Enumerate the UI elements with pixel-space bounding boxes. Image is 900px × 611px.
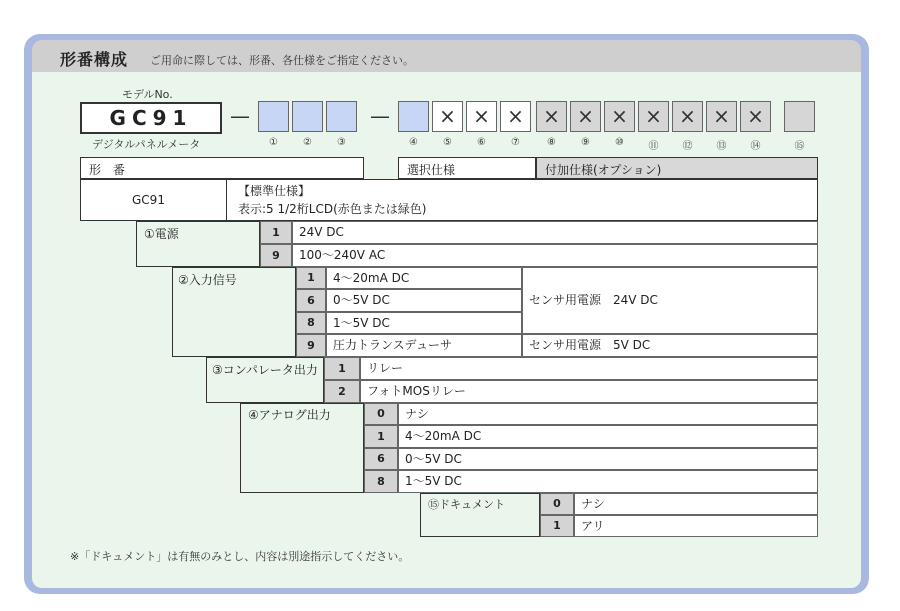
comparator-code[interactable]: 2 (324, 380, 360, 403)
power-value: 100～240V AC (292, 244, 818, 267)
column-header-option (536, 157, 818, 179)
position-number: ⑭ (750, 141, 761, 152)
option-cell-9: × (570, 101, 601, 132)
input-code[interactable]: 6 (296, 289, 326, 312)
document-label: ⑮ドキュメント (428, 498, 505, 511)
input-label: ②入力信号 (178, 273, 237, 287)
sensor-power-24: センサ用電源 24V DC (522, 267, 818, 334)
select-cell-2[interactable] (292, 101, 323, 132)
comparator-value: フォトMOSリレー (360, 380, 818, 403)
position-number: ② (303, 137, 312, 148)
input-code[interactable]: 8 (296, 312, 326, 334)
power-code[interactable]: 9 (260, 244, 292, 267)
model-label: モデルNo. (122, 88, 173, 101)
input-value: 圧力トランスデューサ (326, 334, 522, 357)
analog-label: ④アナログ出力 (248, 408, 331, 422)
page-subtitle: ご用命に際しては、形番、各仕様をご指定ください。 (150, 54, 414, 67)
analog-code[interactable]: 8 (364, 470, 398, 493)
power-code[interactable]: 1 (260, 221, 292, 244)
document-value: ナシ (574, 493, 818, 515)
select-cell-3[interactable] (326, 101, 357, 132)
option-cell-10: × (604, 101, 635, 132)
column-header-model (80, 157, 364, 179)
position-number: ⑬ (716, 141, 727, 152)
input-value: 1～5V DC (326, 312, 522, 334)
position-number: ① (269, 137, 278, 148)
comparator-code[interactable]: 1 (324, 357, 360, 380)
position-number: ⑨ (581, 137, 590, 148)
column-header-select (398, 157, 536, 179)
standard-divider (226, 179, 227, 221)
analog-value: ナシ (398, 403, 818, 425)
option-cell-14: × (740, 101, 771, 132)
input-code[interactable]: 1 (296, 267, 326, 289)
option-cell-12: × (672, 101, 703, 132)
fixed-cell-5: × (432, 101, 463, 132)
select-cell-4[interactable] (398, 101, 429, 132)
position-number: ⑥ (477, 137, 486, 148)
position-number: ⑤ (443, 137, 452, 148)
analog-code[interactable]: 0 (364, 403, 398, 425)
position-number: ⑩ (615, 137, 624, 148)
standard-title: 【標準仕様】 (238, 184, 311, 198)
document-code[interactable]: 0 (540, 493, 574, 515)
fixed-cell-6: × (466, 101, 497, 132)
analog-value: 0～5V DC (398, 448, 818, 470)
model-caption: デジタルパネルメータ (92, 138, 201, 151)
document-value: アリ (574, 515, 818, 537)
standard-desc: 表示:5 1/2桁LCD(赤色または緑色) (238, 202, 427, 216)
page-title: 形番構成 (60, 50, 129, 69)
document-code[interactable]: 1 (540, 515, 574, 537)
analog-code[interactable]: 1 (364, 425, 398, 448)
position-number: ③ (337, 137, 346, 148)
option-cell-8: × (536, 101, 567, 132)
standard-code: GC91 (132, 193, 165, 207)
power-value: 24V DC (292, 221, 818, 244)
select-cell-1[interactable] (258, 101, 289, 132)
position-number: ⑦ (511, 137, 520, 148)
option-cell-15[interactable] (784, 101, 815, 132)
position-number: ⑫ (682, 141, 693, 152)
comparator-value: リレー (360, 357, 818, 380)
comparator-label: ③コンパレータ出力 (212, 363, 318, 377)
column-header-model-label: 形 番 (89, 163, 126, 177)
analog-code[interactable]: 6 (364, 448, 398, 470)
model-code-box: GC91 (80, 102, 222, 134)
input-value: 0～5V DC (326, 289, 522, 312)
power-label: ①電源 (144, 227, 179, 241)
column-header-option-label: 付加仕様(オプション) (545, 163, 662, 177)
dash-1: — (230, 104, 250, 128)
standard-row (80, 179, 818, 221)
fixed-cell-7: × (500, 101, 531, 132)
analog-value: 4～20mA DC (398, 425, 818, 448)
analog-value: 1～5V DC (398, 470, 818, 493)
option-cell-11: × (638, 101, 669, 132)
input-code[interactable]: 9 (296, 334, 326, 357)
position-number: ⑧ (547, 137, 556, 148)
position-number: ⑪ (648, 141, 659, 152)
footer-note: ※「ドキュメント」は有無のみとし、内容は別途指示してください。 (70, 550, 410, 563)
dash-2: — (370, 104, 390, 128)
sensor-power-5: センサ用電源 5V DC (522, 334, 818, 357)
input-value: 4～20mA DC (326, 267, 522, 289)
option-cell-13: × (706, 101, 737, 132)
column-header-select-label: 選択仕様 (407, 163, 456, 177)
position-number: ⑮ (794, 141, 805, 152)
position-number: ④ (409, 137, 418, 148)
